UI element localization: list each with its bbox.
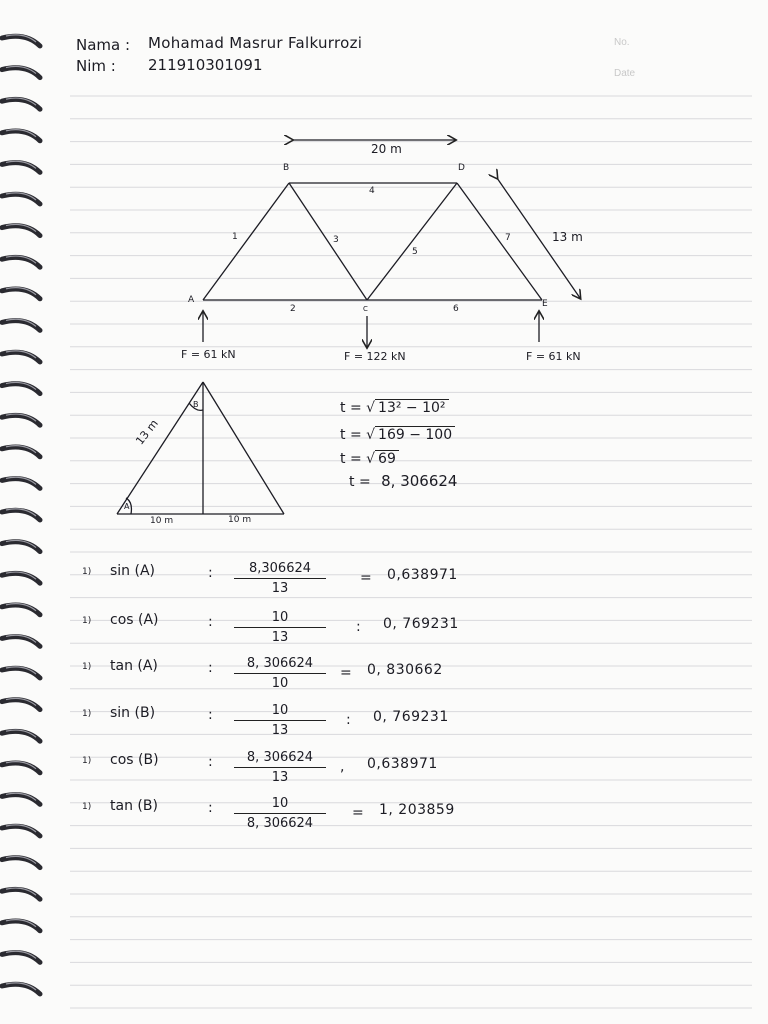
- sqrt-symbol: √: [366, 427, 376, 443]
- trig-equals: =: [360, 570, 372, 586]
- member-1-label: 1: [232, 232, 238, 242]
- pythagoras-line-3-radicand: 69: [375, 450, 399, 467]
- trig-result: 0, 830662: [367, 662, 443, 678]
- member-7-label: 7: [505, 233, 511, 243]
- member-5-label: 5: [412, 247, 418, 257]
- pythagoras-line-1: [340, 401, 449, 415]
- span-label: 20 m: [371, 142, 402, 156]
- no-label: No.: [614, 37, 630, 48]
- member-3-label: 3: [333, 235, 339, 245]
- sqrt-symbol: √: [366, 451, 376, 467]
- node-a-label: A: [188, 295, 195, 305]
- trig-equals: =: [340, 665, 352, 681]
- trig-equals: :: [346, 712, 351, 728]
- trig-fraction: [234, 561, 326, 596]
- trig-denominator: 10: [271, 676, 289, 691]
- trig-denominator: 13: [271, 770, 289, 785]
- trig-fraction: [234, 750, 326, 785]
- trig-result: 0, 769231: [383, 616, 459, 632]
- trig-numerator: 10: [234, 703, 326, 721]
- load-left-label: F = 61 kN: [181, 348, 236, 361]
- trig-function: cos (A): [110, 612, 159, 628]
- trig-colon: :: [208, 660, 213, 676]
- triangle-right-side: [203, 382, 284, 514]
- angle-b-label: B: [193, 400, 199, 409]
- trig-numerator: 10: [234, 796, 326, 814]
- trig-function: tan (A): [110, 658, 158, 674]
- pythagoras-line-2-lhs: t =: [340, 427, 362, 443]
- trig-result: 0,638971: [387, 567, 458, 583]
- trig-numerator: 8, 306624: [234, 656, 326, 674]
- trig-fraction: [234, 703, 326, 738]
- load-center-label: F = 122 kN: [344, 350, 406, 363]
- load-right-label: F = 61 kN: [526, 350, 581, 363]
- trig-equals: =: [352, 805, 364, 821]
- trig-row-number: 1): [82, 567, 92, 577]
- trig-colon: :: [208, 707, 213, 723]
- pythagoras-line-3-lhs: t =: [340, 451, 362, 467]
- trig-function: sin (A): [110, 563, 156, 579]
- trig-result: 0,638971: [367, 756, 438, 772]
- pythagoras-line-4: [349, 474, 457, 489]
- trig-fraction: [234, 656, 326, 691]
- pythagoras-result: 8, 306624: [381, 472, 458, 490]
- base-left-label: 10 m: [150, 516, 174, 526]
- node-e-label: E: [542, 299, 548, 309]
- trig-result: 1, 203859: [379, 802, 455, 818]
- trig-colon: :: [208, 614, 213, 630]
- pythagoras-line-2: [340, 428, 455, 442]
- trig-numerator: 8,306624: [234, 561, 326, 579]
- trig-row-number: 1): [82, 709, 92, 719]
- trig-row-number: 1): [82, 756, 92, 766]
- trig-denominator: 8, 306624: [246, 816, 314, 831]
- trig-row-number: 1): [82, 662, 92, 672]
- pythagoras-line-4-lhs: t =: [349, 474, 371, 490]
- angle-a-label: A: [124, 502, 130, 511]
- student-name: Mohamad Masrur Falkurrozi: [148, 34, 363, 52]
- trig-numerator: 8, 306624: [234, 750, 326, 768]
- trig-equals: :: [356, 619, 361, 635]
- pythagoras-line-1-lhs: t =: [340, 400, 362, 416]
- base-right-label: 10 m: [228, 515, 252, 525]
- pythagoras-line-1-radicand: 13² − 10²: [375, 399, 448, 416]
- name-label: Nama :: [76, 36, 131, 54]
- member-2-label: 2: [290, 304, 296, 314]
- hypotenuse-label: 13 m: [133, 417, 161, 448]
- node-d-label: D: [458, 163, 465, 173]
- trig-denominator: 13: [271, 723, 289, 738]
- trig-function: sin (B): [110, 705, 156, 721]
- node-b-label: B: [283, 163, 290, 173]
- member-4-label: 4: [369, 186, 375, 196]
- trig-result: 0, 769231: [373, 709, 449, 725]
- trig-row-number: 1): [82, 802, 92, 812]
- trig-colon: :: [208, 754, 213, 770]
- student-nim: 211910301091: [148, 56, 263, 74]
- trig-fraction: [234, 796, 326, 831]
- date-label: Date: [614, 68, 636, 79]
- pythagoras-line-3: [340, 452, 399, 466]
- trig-equals: ,: [340, 759, 345, 775]
- trig-numerator: 10: [234, 610, 326, 628]
- trig-function: tan (B): [110, 798, 158, 814]
- trig-denominator: 13: [271, 630, 289, 645]
- trig-fraction: [234, 610, 326, 645]
- side-length-label: 13 m: [552, 230, 583, 244]
- nim-label: Nim :: [76, 57, 116, 75]
- trig-denominator: 13: [271, 581, 289, 596]
- trig-colon: :: [208, 800, 213, 816]
- trig-row-number: 1): [82, 616, 92, 626]
- member-6-label: 6: [453, 304, 459, 314]
- sqrt-symbol: √: [366, 400, 376, 416]
- trig-colon: :: [208, 565, 213, 581]
- pythagoras-line-2-radicand: 169 − 100: [375, 426, 455, 443]
- trig-function: cos (B): [110, 752, 159, 768]
- triangle-hypotenuse: [117, 382, 203, 514]
- node-c-label: C: [363, 305, 368, 313]
